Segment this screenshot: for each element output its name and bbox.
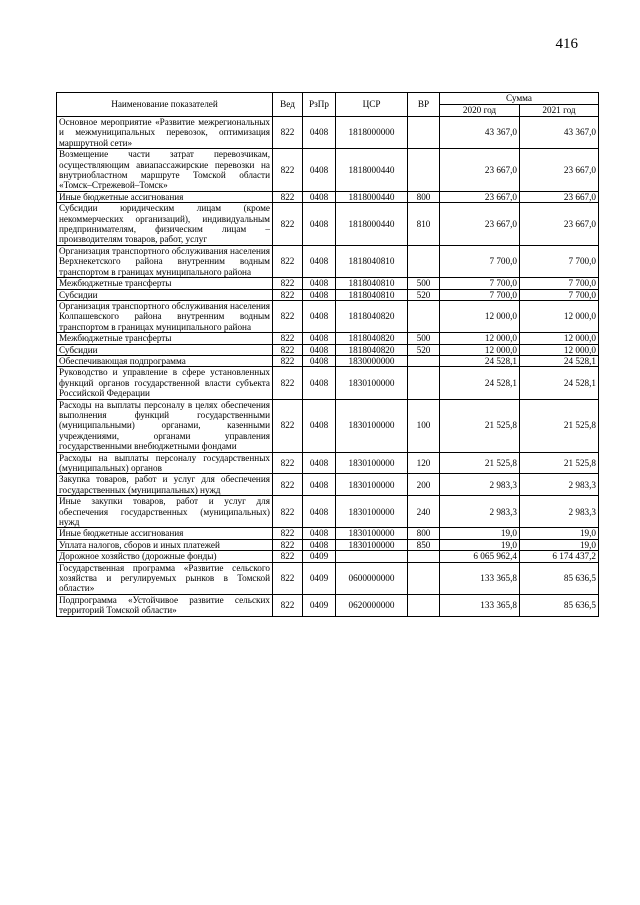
row-rzpr: 0408	[303, 452, 336, 474]
row-name: Межбюджетные трансферты	[57, 278, 273, 289]
row-sum-2021: 23 667,0	[520, 149, 599, 192]
row-sum-2020: 23 667,0	[440, 149, 520, 192]
row-sum-2020: 23 667,0	[440, 191, 520, 202]
header-csr: ЦСР	[336, 93, 408, 117]
row-ved: 822	[273, 117, 303, 149]
row-name: Организация транспортного обслуживания населения Колпашевского района внутренним водным транспортом в границах муниципального района	[57, 300, 273, 332]
row-sum-2020: 7 700,0	[440, 278, 520, 289]
table-row	[57, 245, 599, 277]
header-name: Наименование показателей	[57, 93, 273, 117]
row-name: Обеспечивающая подпрограмма	[57, 355, 273, 366]
row-ved: 822	[273, 300, 303, 332]
row-csr: 1818040820	[336, 300, 408, 332]
row-csr: 1818040820	[336, 344, 408, 355]
row-ved: 822	[273, 399, 303, 452]
row-sum-2020: 7 700,0	[440, 245, 520, 277]
row-ved: 822	[273, 562, 303, 594]
row-name: Иные бюджетные ассигнования	[57, 528, 273, 539]
row-rzpr: 0409	[303, 551, 336, 562]
row-rzpr: 0408	[303, 355, 336, 366]
row-sum-2021: 24 528,1	[520, 355, 599, 366]
row-csr: 1818000000	[336, 117, 408, 149]
row-sum-2021: 6 174 437,2	[520, 551, 599, 562]
row-ved: 822	[273, 203, 303, 246]
row-vr: 240	[408, 496, 440, 528]
table-row	[57, 300, 599, 332]
row-ved: 822	[273, 474, 303, 496]
row-sum-2021: 19,0	[520, 528, 599, 539]
row-vr: 100	[408, 399, 440, 452]
row-ved: 822	[273, 551, 303, 562]
row-name: Организация транспортного обслуживания населения Верхнекетского района внутренним водным транспортом в границах муниципального района	[57, 245, 273, 277]
row-csr: 1830100000	[336, 367, 408, 399]
header-rzpr: РзПр	[303, 93, 336, 117]
row-name: Государственная программа «Развитие сельского хозяйства и регулируемых рынков в Томской области»	[57, 562, 273, 594]
table-row	[57, 367, 599, 399]
table-row	[57, 562, 599, 594]
row-csr: 1818000440	[336, 191, 408, 202]
table-row	[57, 278, 599, 289]
row-sum-2021: 23 667,0	[520, 191, 599, 202]
row-rzpr: 0408	[303, 367, 336, 399]
row-ved: 822	[273, 539, 303, 550]
row-sum-2021: 2 983,3	[520, 474, 599, 496]
row-sum-2021: 24 528,1	[520, 367, 599, 399]
row-sum-2020: 24 528,1	[440, 367, 520, 399]
row-name: Дорожное хозяйство (дорожные фонды)	[57, 551, 273, 562]
row-sum-2021: 12 000,0	[520, 300, 599, 332]
row-csr: 0600000000	[336, 562, 408, 594]
row-sum-2021: 85 636,5	[520, 562, 599, 594]
row-vr	[408, 562, 440, 594]
row-vr: 800	[408, 191, 440, 202]
row-rzpr: 0408	[303, 191, 336, 202]
row-sum-2020: 133 365,8	[440, 594, 520, 616]
row-vr: 520	[408, 344, 440, 355]
row-sum-2020: 12 000,0	[440, 333, 520, 344]
row-vr	[408, 245, 440, 277]
row-vr	[408, 594, 440, 616]
row-ved: 822	[273, 289, 303, 300]
row-sum-2020: 2 983,3	[440, 496, 520, 528]
row-rzpr: 0408	[303, 203, 336, 246]
header-2021: 2021 год	[520, 105, 599, 117]
row-ved: 822	[273, 191, 303, 202]
row-csr: 0620000000	[336, 594, 408, 616]
row-rzpr: 0408	[303, 117, 336, 149]
row-sum-2020: 2 983,3	[440, 474, 520, 496]
row-csr: 1818040820	[336, 333, 408, 344]
row-sum-2021: 12 000,0	[520, 344, 599, 355]
row-name: Закупка товаров, работ и услуг для обеспечения государственных (муниципальных) нужд	[57, 474, 273, 496]
row-sum-2021: 21 525,8	[520, 399, 599, 452]
header-ved: Вед	[273, 93, 303, 117]
row-rzpr: 0409	[303, 594, 336, 616]
row-vr	[408, 355, 440, 366]
row-sum-2021: 19,0	[520, 539, 599, 550]
budget-table	[56, 92, 599, 617]
row-sum-2020: 19,0	[440, 528, 520, 539]
table-body	[57, 117, 599, 617]
row-rzpr: 0408	[303, 289, 336, 300]
row-name: Межбюджетные трансферты	[57, 333, 273, 344]
table-row	[57, 539, 599, 550]
row-rzpr: 0408	[303, 278, 336, 289]
row-sum-2021: 7 700,0	[520, 289, 599, 300]
row-csr: 1830100000	[336, 452, 408, 474]
row-name: Основное мероприятие «Развитие межрегиональных и межмуниципальных перевозок, оптимизация маршрутной сети»	[57, 117, 273, 149]
header-2020: 2020 год	[440, 105, 520, 117]
row-sum-2020: 23 667,0	[440, 203, 520, 246]
row-csr: 1818040810	[336, 278, 408, 289]
page-number: 416	[555, 36, 578, 52]
table-row	[57, 149, 599, 192]
row-sum-2020: 7 700,0	[440, 289, 520, 300]
row-ved: 822	[273, 496, 303, 528]
table-row	[57, 496, 599, 528]
table-row	[57, 117, 599, 149]
row-ved: 822	[273, 594, 303, 616]
table-row	[57, 594, 599, 616]
row-name: Подпрограмма «Устойчивое развитие сельских территорий Томской области»	[57, 594, 273, 616]
row-name: Субсидии юридическим лицам (кроме некоммерческих организаций), индивидуальным предпринимателям, физическим лицам – производителям товаров, работ, услуг	[57, 203, 273, 246]
row-ved: 822	[273, 245, 303, 277]
row-sum-2021: 7 700,0	[520, 278, 599, 289]
row-vr: 850	[408, 539, 440, 550]
row-sum-2020: 12 000,0	[440, 344, 520, 355]
row-csr: 1818000440	[336, 149, 408, 192]
row-rzpr: 0408	[303, 496, 336, 528]
table-row	[57, 289, 599, 300]
row-ved: 822	[273, 367, 303, 399]
row-sum-2021: 2 983,3	[520, 496, 599, 528]
row-name: Расходы на выплаты персоналу в целях обеспечения выполнения функций государственными (муниципальными) органами, казенными учреждениями, органами управления государственными внебюджетными фондами	[57, 399, 273, 452]
row-csr: 1830100000	[336, 474, 408, 496]
row-ved: 822	[273, 278, 303, 289]
row-rzpr: 0409	[303, 562, 336, 594]
row-name: Руководство и управление в сфере установленных функций органов государственной власти субъекта Российской Федерации	[57, 367, 273, 399]
row-csr: 1830000000	[336, 355, 408, 366]
row-vr	[408, 551, 440, 562]
table-row	[57, 333, 599, 344]
row-name: Иные бюджетные ассигнования	[57, 191, 273, 202]
row-sum-2020: 21 525,8	[440, 452, 520, 474]
table-row	[57, 399, 599, 452]
row-name: Субсидии	[57, 289, 273, 300]
row-csr: 1830100000	[336, 399, 408, 452]
row-ved: 822	[273, 333, 303, 344]
row-rzpr: 0408	[303, 245, 336, 277]
row-csr: 1830100000	[336, 539, 408, 550]
table-row	[57, 355, 599, 366]
row-name: Субсидии	[57, 344, 273, 355]
row-sum-2020: 21 525,8	[440, 399, 520, 452]
row-sum-2021: 43 367,0	[520, 117, 599, 149]
row-vr: 810	[408, 203, 440, 246]
row-rzpr: 0408	[303, 344, 336, 355]
row-rzpr: 0408	[303, 300, 336, 332]
row-rzpr: 0408	[303, 539, 336, 550]
row-sum-2020: 43 367,0	[440, 117, 520, 149]
row-rzpr: 0408	[303, 333, 336, 344]
table-row	[57, 474, 599, 496]
row-rzpr: 0408	[303, 528, 336, 539]
row-ved: 822	[273, 344, 303, 355]
row-vr: 500	[408, 278, 440, 289]
row-vr	[408, 300, 440, 332]
row-csr: 1818040810	[336, 289, 408, 300]
row-csr: 1818040810	[336, 245, 408, 277]
row-sum-2021: 12 000,0	[520, 333, 599, 344]
table-row	[57, 551, 599, 562]
row-vr: 200	[408, 474, 440, 496]
row-rzpr: 0408	[303, 399, 336, 452]
row-sum-2020: 6 065 962,4	[440, 551, 520, 562]
table-row	[57, 191, 599, 202]
row-vr	[408, 117, 440, 149]
row-sum-2020: 12 000,0	[440, 300, 520, 332]
row-vr: 520	[408, 289, 440, 300]
row-name: Расходы на выплаты персоналу государственных (муниципальных) органов	[57, 452, 273, 474]
table-row	[57, 344, 599, 355]
row-sum-2021: 23 667,0	[520, 203, 599, 246]
row-sum-2020: 19,0	[440, 539, 520, 550]
row-vr: 800	[408, 528, 440, 539]
row-vr	[408, 367, 440, 399]
row-vr: 120	[408, 452, 440, 474]
row-csr: 1830100000	[336, 496, 408, 528]
table-row	[57, 452, 599, 474]
row-vr	[408, 149, 440, 192]
row-sum-2021: 21 525,8	[520, 452, 599, 474]
row-sum-2021: 85 636,5	[520, 594, 599, 616]
header-vr: ВР	[408, 93, 440, 117]
row-rzpr: 0408	[303, 149, 336, 192]
row-name: Уплата налогов, сборов и иных платежей	[57, 539, 273, 550]
table-row	[57, 528, 599, 539]
row-csr	[336, 551, 408, 562]
row-name: Возмещение части затрат перевозчикам, осуществляющим авиапассажирские перевозки на внутриобластном маршруте Томской области «Томск–Стрежевой–Томск»	[57, 149, 273, 192]
header-sum: Сумма	[440, 93, 599, 105]
row-ved: 822	[273, 528, 303, 539]
row-sum-2020: 24 528,1	[440, 355, 520, 366]
row-rzpr: 0408	[303, 474, 336, 496]
row-csr: 1818000440	[336, 203, 408, 246]
row-vr: 500	[408, 333, 440, 344]
row-ved: 822	[273, 452, 303, 474]
row-csr: 1830100000	[336, 528, 408, 539]
row-name: Иные закупки товаров, работ и услуг для обеспечения государственных (муниципальных) нужд	[57, 496, 273, 528]
row-ved: 822	[273, 149, 303, 192]
row-sum-2021: 7 700,0	[520, 245, 599, 277]
row-sum-2020: 133 365,8	[440, 562, 520, 594]
table-row	[57, 203, 599, 246]
row-ved: 822	[273, 355, 303, 366]
